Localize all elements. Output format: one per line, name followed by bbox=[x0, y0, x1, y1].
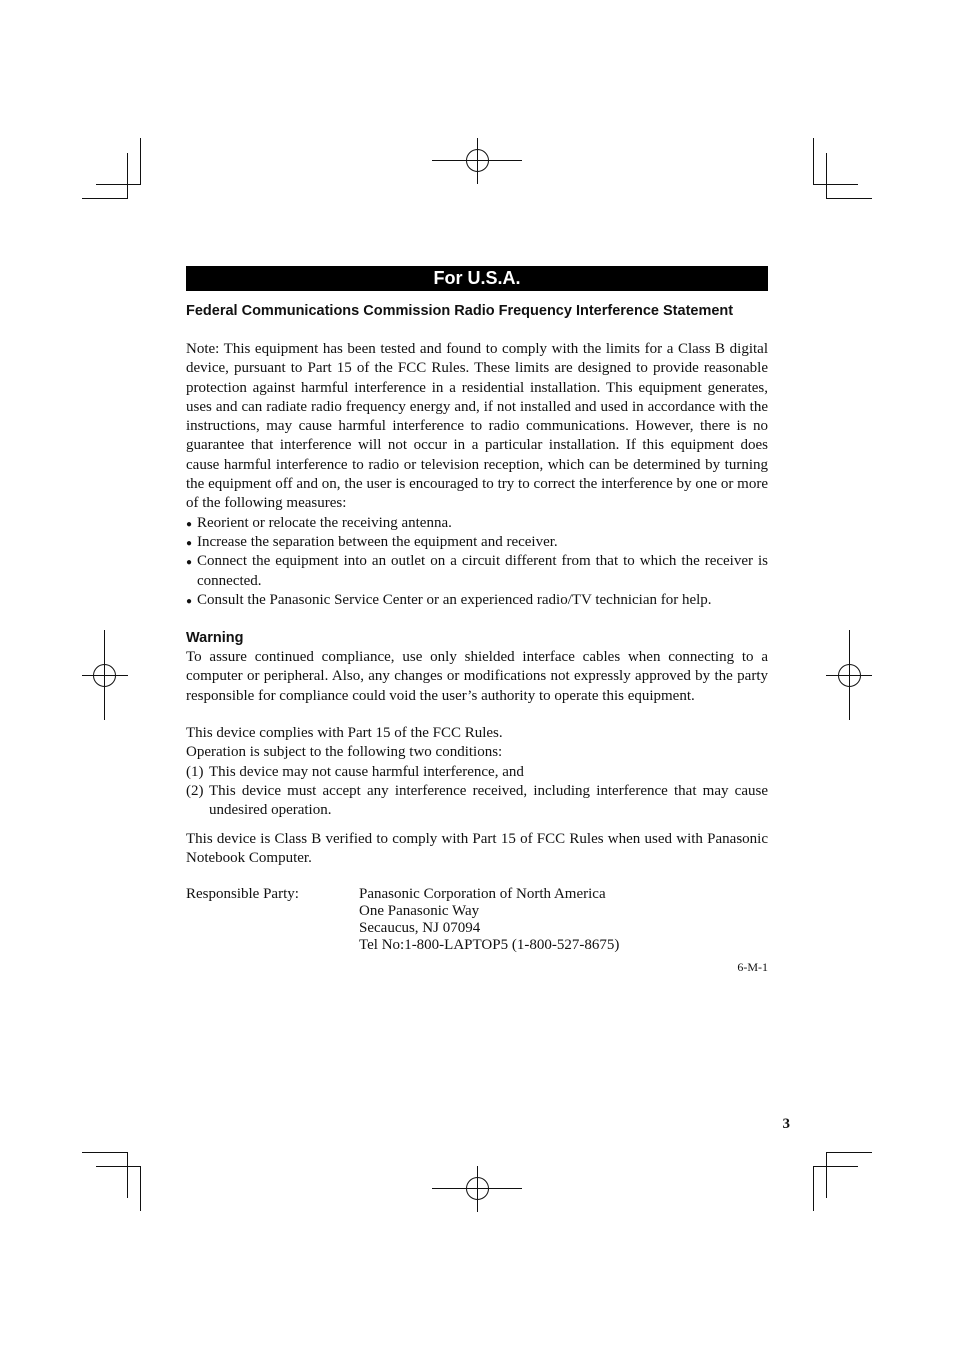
crop-mark-bottom-right-vertical bbox=[826, 1152, 827, 1198]
party-city: Secaucus, NJ 07094 bbox=[359, 920, 481, 937]
condition-2 bbox=[186, 782, 768, 821]
bullet-icon: ● bbox=[186, 557, 193, 569]
crop-mark-top-left-vertical bbox=[127, 153, 128, 199]
list-item: ● Increase the separation between the equipment and receiver. bbox=[186, 533, 768, 552]
class-b-paragraph: This device is Class B verified to comply with Part 15 of FCC Rules when used with Panasonic Notebook Computer. bbox=[186, 830, 768, 866]
responsible-party-label: Responsible Party: bbox=[186, 886, 299, 903]
measures-list bbox=[186, 514, 768, 610]
list-item: ● Reorient or relocate the receiving antenna. bbox=[186, 514, 768, 533]
condition-text: This device may not cause harmful interference, and bbox=[209, 763, 524, 780]
responsible-party bbox=[186, 886, 768, 954]
document-code: 6-M-1 bbox=[737, 960, 768, 975]
fcc-note-paragraph: Note: This equipment has been tested and found to comply with the limits for a Class B digital device, pursuant to Part 15 of the FCC Rules. These limits are designed to provide reasonable protection against harmful interference in a residential installation. This equipment generates, uses and can radiate radio frequency energy and, if not installed and used in accordance with the instructions, may cause harmful interference to radio communications. However, there is no guarantee that interference will not occur in a particular installation. If this equipment does cause harmful interference to radio or television reception, which can be determined by turning the equipment off and on, the user is encouraged to try to correct the interference by one or more of the following measures: bbox=[186, 341, 768, 512]
crop-mark-bottom-left-vertical bbox=[127, 1152, 128, 1198]
party-phone: Tel No:1-800-LAPTOP5 (1-800-527-8675) bbox=[359, 937, 620, 954]
crop-mark-top-left-horizontal bbox=[82, 198, 128, 199]
crop-mark-bottom-right-horizontal bbox=[826, 1152, 872, 1153]
crop-mark-bottom-right-horizontal-inner bbox=[813, 1166, 858, 1167]
warning-paragraph: To assure continued compliance, use only shielded interface cables when connecting to a computer or peripheral. Also, any changes or modifications not expressly approved by the party responsible for compliance could void the user’s authority to operate this equipment. bbox=[186, 649, 768, 704]
party-street: One Panasonic Way bbox=[359, 903, 480, 920]
bullet-icon: ● bbox=[186, 595, 193, 607]
crop-mark-top-right-vertical bbox=[826, 153, 827, 199]
crop-mark-bottom-left-horizontal-inner bbox=[96, 1166, 141, 1167]
warning-heading: Warning bbox=[186, 630, 244, 647]
condition-number: (1) bbox=[186, 763, 204, 780]
list-item: ● Connect the equipment into an outlet on a circuit different from that to which the receiver is connected. bbox=[186, 553, 768, 589]
crop-mark-bottom-left-vertical-outer bbox=[140, 1166, 141, 1211]
crop-mark-top-right-horizontal-inner bbox=[813, 184, 858, 185]
condition-text: This device must accept any interference received, including interference that may cause undesired operation. bbox=[209, 782, 768, 819]
responsible-party-address bbox=[359, 886, 619, 954]
compliance-line-2: Operation is subject to the following two conditions: bbox=[186, 744, 503, 761]
crop-mark-top-right-vertical-outer bbox=[813, 138, 814, 185]
crop-mark-bottom-left-horizontal bbox=[82, 1152, 128, 1153]
page-number: 3 bbox=[782, 1116, 790, 1132]
condition-number: (2) bbox=[186, 782, 204, 799]
bullet-icon: ● bbox=[186, 518, 193, 530]
condition-1 bbox=[186, 763, 768, 782]
crop-mark-top-left-horizontal-inner bbox=[96, 184, 141, 185]
document-body bbox=[186, 266, 768, 975]
list-item: ● Consult the Panasonic Service Center or an experienced radio/TV technician for help. bbox=[186, 591, 768, 610]
bullet-icon: ● bbox=[186, 537, 193, 549]
section-title-banner: For U.S.A. bbox=[186, 266, 768, 291]
party-company: Panasonic Corporation of North America bbox=[359, 886, 606, 903]
fcc-heading: Federal Communications Commission Radio Frequency Interference Statement bbox=[186, 303, 734, 319]
compliance-line-1: This device complies with Part 15 of the FCC Rules. bbox=[186, 725, 503, 742]
crop-mark-bottom-right-vertical-outer bbox=[813, 1166, 814, 1211]
crop-mark-top-right-horizontal bbox=[826, 198, 872, 199]
crop-mark-top-left-vertical-outer bbox=[140, 138, 141, 185]
